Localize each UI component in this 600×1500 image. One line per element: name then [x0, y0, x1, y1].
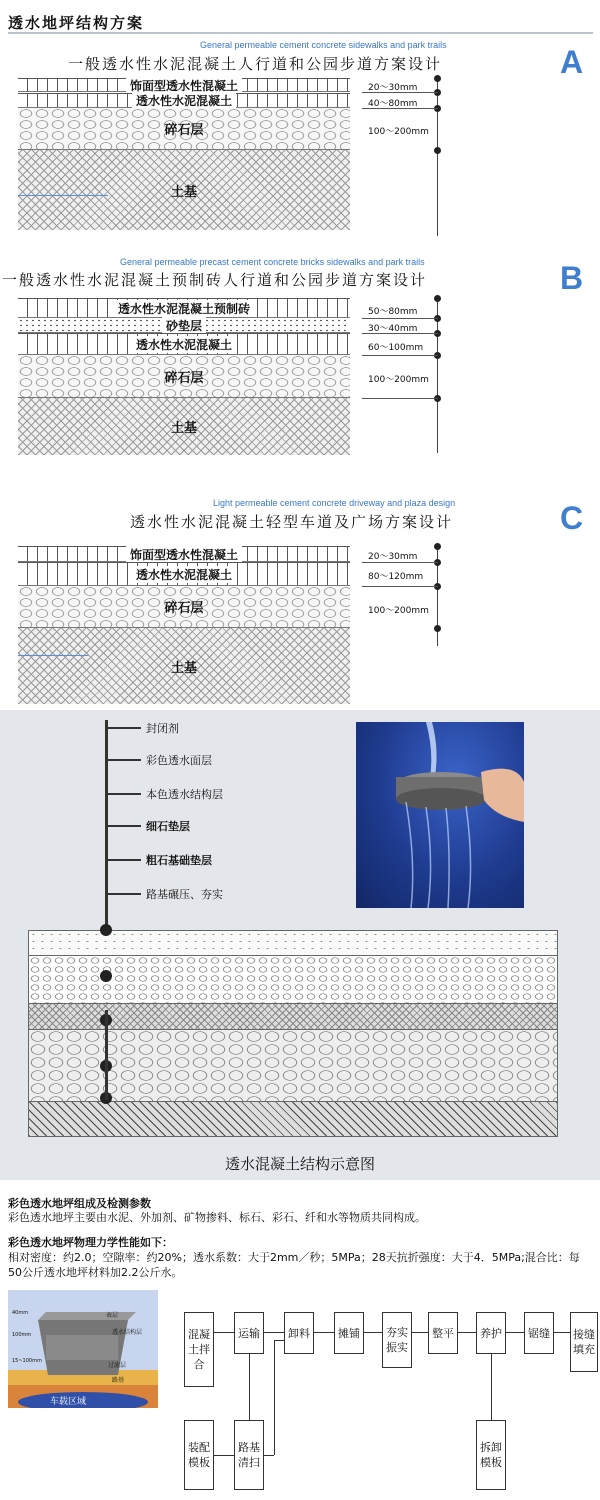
- dimension-node: [434, 295, 441, 302]
- label-connector: [107, 859, 141, 861]
- composition-text: 彩色透水地坪主要由水泥、外加剂、矿物掺料、标石、彩石、纤和水等物质共同构成。: [8, 1211, 426, 1224]
- dimension-label: 100～200mm: [368, 606, 429, 616]
- blue-mark: [18, 195, 108, 196]
- layer-b-concrete: 透水性水泥混凝土: [18, 333, 350, 355]
- step-cure: 养护: [476, 1312, 506, 1354]
- section-b-chinese-title: 一般透水性水泥混凝土预制砖人行道和公园步道方案设计: [2, 271, 428, 289]
- section-c-letter: C: [560, 500, 584, 536]
- label-sealant: 封闭剂: [146, 722, 179, 735]
- label-connector: [107, 727, 141, 729]
- dimension-label: 30～40mm: [368, 324, 418, 334]
- section-a-english-title: General permeable cement concrete sidewalks and park trails: [200, 40, 447, 50]
- flow-arrow: [364, 1332, 382, 1333]
- step-level: 整平: [428, 1312, 458, 1354]
- inset-label: 透水结构层: [112, 1329, 143, 1336]
- section-a-chinese-title: 一般透水性水泥混凝土人行道和公园步道方案设计: [68, 55, 443, 73]
- dimension-label: 100～200mm: [368, 127, 429, 137]
- dimension-label: 20～30mm: [368, 552, 418, 562]
- blue-mark: [18, 655, 88, 656]
- dimension-label: 50～80mm: [368, 307, 418, 317]
- flow-arrow: [554, 1332, 570, 1333]
- layer-b-subgrade: 土基: [18, 398, 350, 455]
- composition-heading: 彩色透水地坪组成及检测参数: [8, 1197, 151, 1210]
- step-install-formwork: 装配模板: [184, 1420, 214, 1490]
- inset-dim: 15~100mm: [12, 1358, 42, 1364]
- subgrade-layer: [28, 1102, 558, 1137]
- properties-text: 相对密度：约2.0；空隙率：约20%；透水系数：大于2mm／秒；5MPa；28天抗折强度：大于4．5MPa;混合比：每50公斤透水地坪材料加2.2公斤水。: [8, 1251, 580, 1279]
- label-connector: [107, 893, 141, 895]
- label-fine-stone: 细石垫层: [146, 820, 190, 833]
- flow-arrow: [249, 1354, 250, 1420]
- step-unload: 卸料: [284, 1312, 314, 1354]
- step-transport: 运输: [234, 1312, 264, 1354]
- flow-arrow: [458, 1332, 476, 1333]
- dimension-label: 40～80mm: [368, 99, 418, 109]
- inset-label: 表层: [106, 1312, 119, 1319]
- layer-a-concrete: 透水性水泥混凝土: [18, 93, 350, 108]
- label-base-structure: 本色透水结构层: [146, 788, 223, 801]
- page-title: 透水地坪结构方案: [8, 14, 145, 32]
- dimension-line-a: [437, 78, 438, 236]
- structure-node: [100, 970, 112, 982]
- structure-caption: 透水混凝土结构示意图: [224, 1155, 375, 1173]
- dimension-tick: [362, 586, 438, 587]
- dimension-node: [434, 147, 441, 154]
- section-a-letter: A: [560, 44, 584, 80]
- dimension-label: 60～100mm: [368, 343, 424, 353]
- layer-c-finish: 饰面型透水性混凝土: [18, 546, 350, 562]
- flow-arrow: [314, 1332, 334, 1333]
- flow-arrow: [274, 1340, 284, 1341]
- inset-label: 过滤层: [108, 1362, 127, 1369]
- label-connector: [107, 759, 141, 761]
- structure-node: [100, 924, 112, 936]
- flow-arrow: [274, 1340, 275, 1455]
- label-coarse-stone: 粗石基础垫层: [146, 854, 212, 867]
- dimension-node: [434, 625, 441, 632]
- dimension-tick: [362, 398, 438, 399]
- properties-heading: 彩色透水地坪物理力学性能如下：: [8, 1236, 173, 1249]
- layer-c-gravel: 碎石层: [18, 586, 350, 628]
- step-remove-formwork: 拆卸模板: [476, 1420, 506, 1490]
- inset-cross-section: [8, 1290, 158, 1408]
- inset-dim: 40mm: [12, 1310, 29, 1316]
- flow-arrow: [491, 1354, 492, 1420]
- dimension-tick: [362, 355, 438, 356]
- step-mix: 混凝土拌合: [184, 1312, 214, 1387]
- layer-a-finish: 饰面型透水性混凝土: [18, 78, 350, 92]
- label-connector: [107, 793, 141, 795]
- dimension-node: [434, 543, 441, 550]
- flow-arrow: [214, 1332, 234, 1333]
- step-saw-joint: 锯缝: [524, 1312, 554, 1354]
- step-compact: 夯实振实: [382, 1312, 412, 1368]
- dimension-tick: [362, 562, 438, 563]
- title-divider: [8, 32, 593, 34]
- dimension-label: 20～30mm: [368, 83, 418, 93]
- permeable-concrete-photo: [356, 722, 524, 908]
- flow-arrow: [264, 1455, 274, 1456]
- label-subgrade: 路基碾压、夯实: [146, 888, 223, 901]
- dimension-label: 100～200mm: [368, 375, 429, 385]
- step-spread: 摊铺: [334, 1312, 364, 1354]
- section-c-chinese-title: 透水性水泥混凝土轻型车道及广场方案设计: [130, 513, 454, 531]
- step-fill-joint: 接缝填充: [570, 1312, 598, 1372]
- section-c-english-title: Light permeable cement concrete driveway and plaza design: [213, 498, 456, 508]
- structure-spine-lower: [105, 1010, 108, 1100]
- layer-c-subgrade: 土基: [18, 628, 350, 704]
- layer-c-concrete: 透水性水泥混凝土: [18, 562, 350, 586]
- dimension-tick: [362, 318, 438, 319]
- flow-arrow: [214, 1455, 234, 1456]
- layer-b-sand: 砂垫层: [18, 318, 350, 333]
- label-color-surface: 彩色透水面层: [146, 754, 212, 767]
- layer-b-brick: 透水性水泥混凝土预制砖: [18, 298, 350, 318]
- layer-a-subgrade: 土基: [18, 150, 350, 230]
- inset-label: 路基: [112, 1377, 125, 1384]
- dimension-label: 80～120mm: [368, 572, 424, 582]
- section-b-english-title: General permeable precast cement concrete bricks sidewalks and park trails: [120, 257, 425, 267]
- flow-arrow: [412, 1332, 428, 1333]
- label-connector: [107, 825, 141, 827]
- step-clean-subgrade: 路基清扫: [234, 1420, 264, 1490]
- section-b-letter: B: [560, 260, 584, 296]
- layer-b-gravel: 碎石层: [18, 355, 350, 398]
- flow-arrow: [506, 1332, 524, 1333]
- dimension-node: [434, 75, 441, 82]
- layer-a-gravel: 碎石层: [18, 108, 350, 150]
- inset-dim: 100mm: [12, 1332, 32, 1338]
- inset-caption: 车载区域: [50, 1397, 87, 1407]
- flow-arrow: [264, 1332, 284, 1333]
